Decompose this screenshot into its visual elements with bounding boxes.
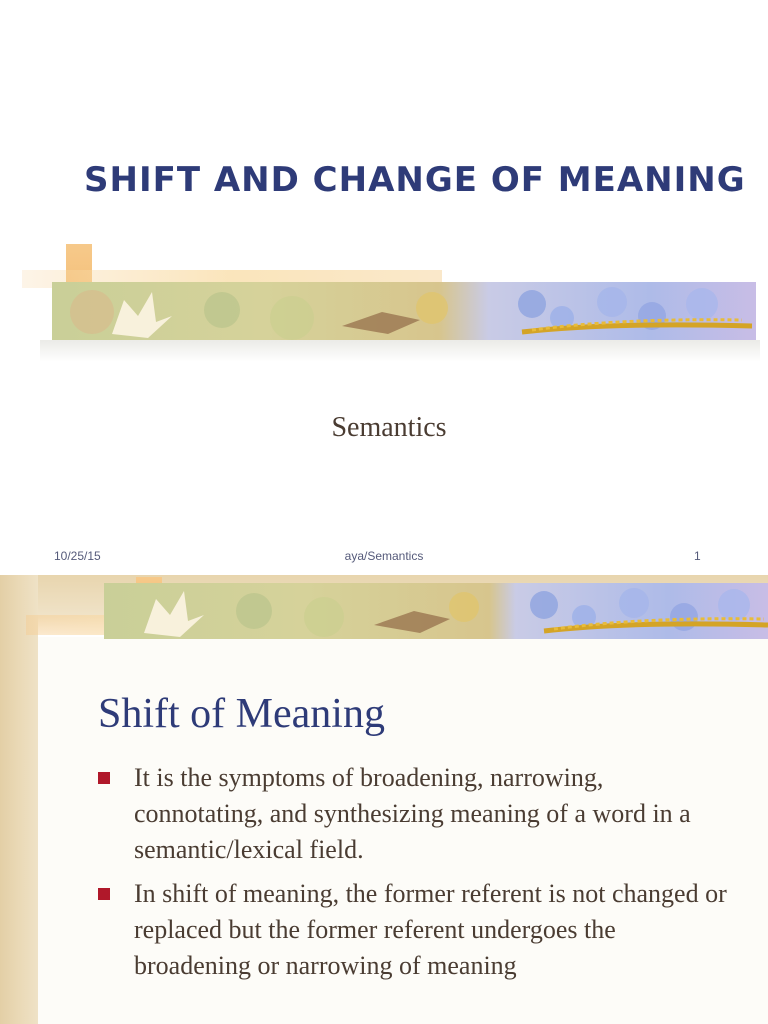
bullet-list: [98, 760, 738, 992]
footer-date: 10/25/15: [54, 549, 101, 563]
slide-heading: Shift of Meaning: [98, 691, 385, 737]
autumn-leaves-and-flowers-banner-image: [104, 583, 768, 639]
square-bullet-icon: [98, 772, 110, 784]
footer-author: aya/Semantics: [344, 549, 424, 563]
list-item: [98, 876, 738, 984]
parchment-border-left: [0, 575, 38, 1024]
autumn-leaves-and-flowers-banner-image: [52, 282, 756, 340]
bullet-text: In shift of meaning, the former referent is not changed or replaced but the former referent undergoes the broadening or narrowing of meaning: [134, 879, 727, 980]
footer-page-number: 1: [694, 549, 701, 563]
slide-title: SHIFT AND CHANGE OF MEANING: [84, 160, 746, 200]
banner-image: [104, 583, 768, 639]
banner-image: [52, 282, 756, 340]
banner-shadow: [40, 340, 760, 362]
bullet-text: It is the symptoms of broadening, narrowing, connotating, and synthesizing meaning of a word in a semantic/lexical field.: [134, 763, 691, 864]
list-item: [98, 760, 738, 868]
square-bullet-icon: [98, 888, 110, 900]
slide-subtitle: Semantics: [331, 412, 447, 443]
